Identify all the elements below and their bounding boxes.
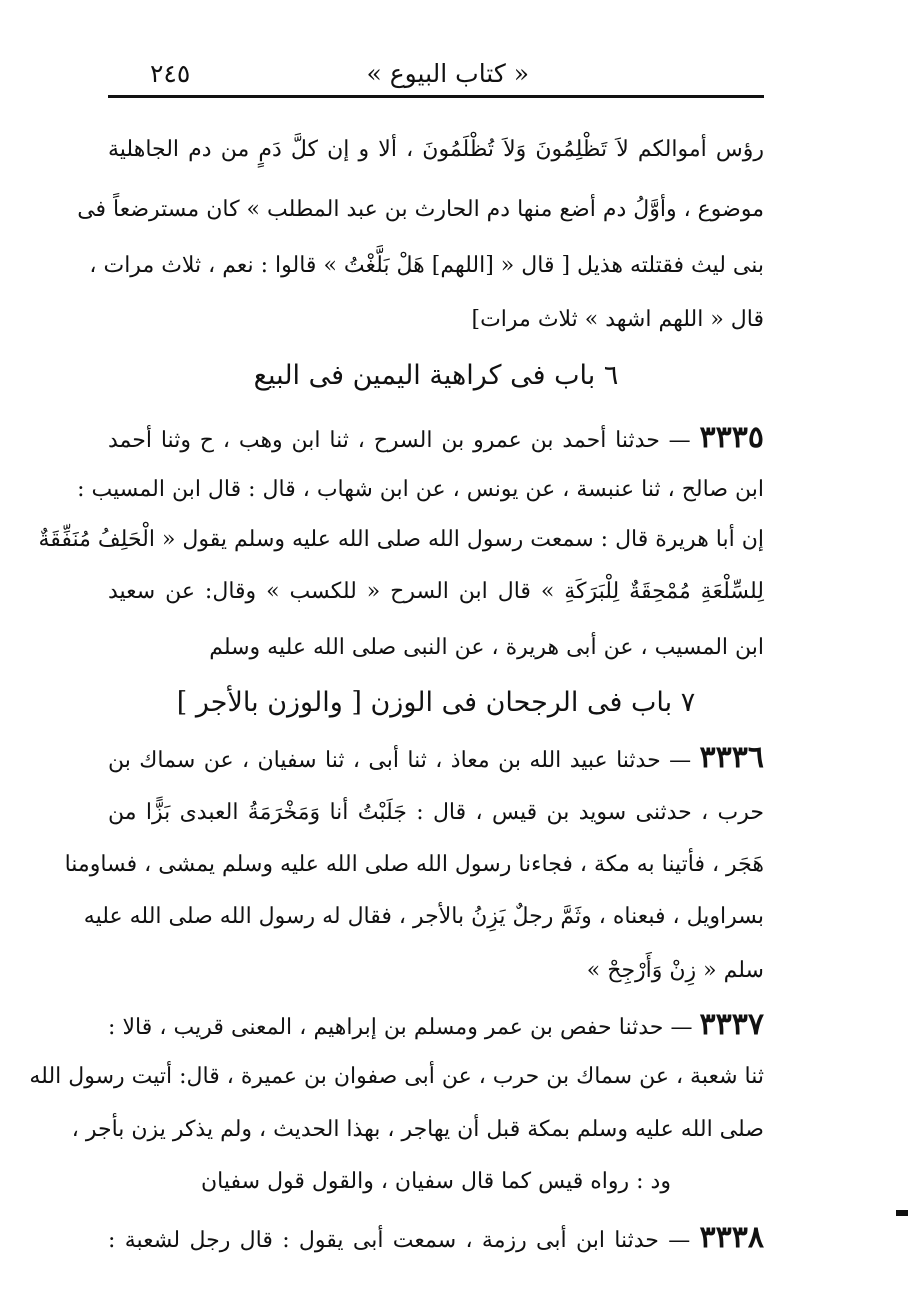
text-line: ابن صالح ، ثنا عنبسة ، عن يونس ، عن ابن شهاب ، قال : قال ابن المسيب :	[77, 477, 764, 502]
text-line: حرب ، حدثنى سويد بن قيس ، قال : جَلَبْتُ أنا وَمَخْرَمَةُ العبدى بَزًّا من	[108, 800, 764, 825]
text-line: إن أبا هريرة قال : سمعت رسول الله صلى الله عليه وسلم يقول « الْحَلِفُ مُنَفِّقَةٌ	[38, 527, 764, 552]
text-line: ابن المسيب ، عن أبى هريرة ، عن النبى صلى الله عليه وسلم	[209, 635, 764, 660]
hadith-number: ٣٣٣٧	[699, 1007, 764, 1042]
running-title: « كتاب البيوع »	[366, 59, 529, 88]
header-rule	[108, 95, 764, 98]
running-header	[108, 56, 764, 92]
section-heading: ٦ باب فى كراهية اليمين فى البيع	[253, 360, 619, 391]
hadith-start-line	[108, 1218, 764, 1261]
text-line: هَجَر ، فأتينا به مكة ، فجاءنا رسول الله صلى الله عليه وسلم يمشى ، فساومنا	[64, 852, 764, 877]
page-number: ٢٤٥	[150, 59, 191, 88]
text-line: سلم « زِنْ وَأَرْجِحْ »	[586, 958, 764, 983]
hadith-number: ٣٣٣٥	[699, 420, 764, 455]
text-line: صلى الله عليه وسلم بمكة قبل أن يهاجر ، بهذا الحديث ، ولم يذكر يزن بأجر ،	[71, 1117, 764, 1142]
hadith-start-line	[108, 1005, 764, 1048]
hadith-number: ٣٣٣٦	[699, 740, 764, 775]
hadith-text: — حدثنا أحمد بن عمرو بن السرح ، ثنا ابن وهب ، ح وثنا أحمد	[108, 428, 700, 453]
hadith-start-line	[108, 418, 764, 461]
text-line: ثنا شعبة ، عن سماك بن حرب ، عن أبى صفوان بن عميرة ، قال: أتيت رسول الله	[29, 1064, 764, 1089]
text-line: بسراويل ، فبعناه ، وثَمَّ رجلٌ يَزِنُ بالأجر ، فقال له رسول الله صلى الله عليه	[83, 904, 764, 929]
hadith-start-line	[108, 738, 764, 781]
hadith-text: — حدثنا ابن أبى رزمة ، سمعت أبى يقول : قال رجل لشعبة :	[108, 1228, 700, 1253]
text-line: موضوع ، وأوَّلُ دم أضع منها دم الحارث بن عبد المطلب » كان مسترضعاً فى	[77, 197, 764, 222]
scan-edge-mark	[896, 1210, 908, 1216]
text-line: لِلسِّلْعَةِ مُمْحِقَةٌ لِلْبَرَكَةِ » قال ابن السرح « للكسب » وقال: عن سعيد	[108, 579, 764, 604]
text-line: ود : رواه قيس كما قال سفيان ، والقول قول سفيان	[201, 1169, 671, 1194]
section-heading: ٧ باب فى الرجحان فى الوزن [ والوزن بالأجر ]	[176, 687, 696, 718]
text-line: قال « اللهم اشهد » ثلاث مرات]	[471, 307, 764, 332]
hadith-number: ٣٣٣٨	[699, 1220, 764, 1255]
hadith-text: — حدثنا عبيد الله بن معاذ ، ثنا أبى ، ثنا سفيان ، عن سماك بن	[108, 748, 700, 773]
text-line: بنى ليث فقتلته هذيل [ قال « [اللهم] هَلْ بَلَّغْتُ » قالوا : نعم ، ثلاث مرات ،	[89, 253, 764, 278]
text-line: رؤس أموالكم لاَ تَظْلِمُونَ وَلاَ تُظْلَمُونَ ، ألا و إن كلَّ دَمٍ من دم الجاهلية	[108, 137, 764, 162]
hadith-text: — حدثنا حفص بن عمر ومسلم بن إبراهيم ، المعنى قريب ، قالا :	[108, 1015, 700, 1040]
